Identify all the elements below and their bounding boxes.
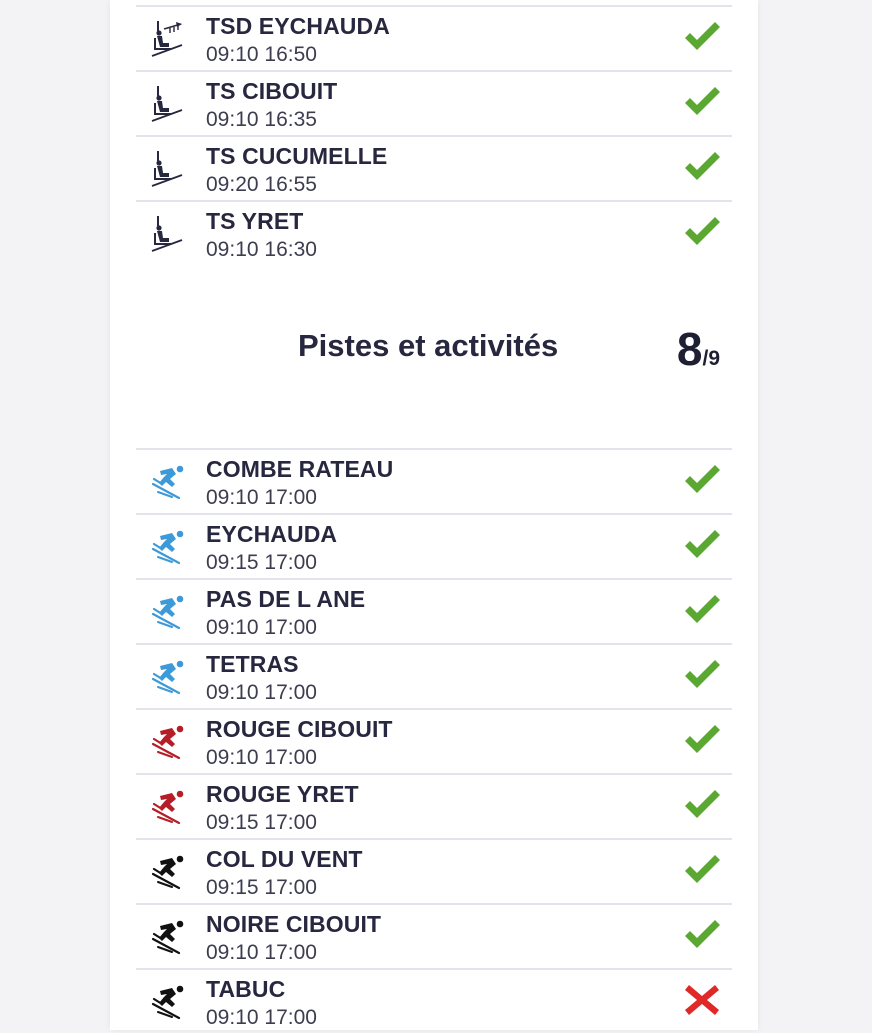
skier-icon (150, 527, 186, 565)
chairlift-icon (150, 149, 186, 187)
piste-hours: 09:15 17:00 (206, 551, 317, 574)
closed-cross-icon (682, 982, 722, 1018)
lift-name: TS CUCUMELLE (206, 143, 388, 169)
piste-row[interactable] (136, 448, 732, 513)
piste-name: TETRAS (206, 651, 299, 677)
lift-row[interactable] (136, 200, 732, 265)
lift-row[interactable] (136, 5, 732, 70)
piste-hours: 09:10 17:00 (206, 746, 317, 769)
lift-hours: 09:20 16:55 (206, 173, 317, 196)
lift-name: TS CIBOUIT (206, 78, 338, 104)
piste-hours: 09:10 17:00 (206, 681, 317, 704)
piste-name: EYCHAUDA (206, 521, 338, 547)
chairlift-detachable-icon (150, 19, 186, 57)
piste-name: COMBE RATEAU (206, 456, 394, 482)
open-check-icon (682, 19, 722, 55)
piste-row[interactable] (136, 968, 732, 1033)
skier-icon (150, 917, 186, 955)
status-card (110, 0, 758, 1030)
piste-name: NOIRE CIBOUIT (206, 911, 382, 937)
piste-hours: 09:15 17:00 (206, 876, 317, 899)
open-check-icon (682, 592, 722, 628)
skier-icon (150, 657, 186, 695)
piste-row[interactable] (136, 513, 732, 578)
skier-icon (150, 787, 186, 825)
piste-hours: 09:10 17:00 (206, 616, 317, 639)
piste-list (136, 448, 732, 1033)
open-check-icon (682, 787, 722, 823)
open-count (677, 322, 720, 376)
piste-name: PAS DE L ANE (206, 586, 366, 612)
piste-name: COL DU VENT (206, 846, 363, 872)
open-check-icon (682, 462, 722, 498)
piste-hours: 09:10 17:00 (206, 486, 317, 509)
open-check-icon (682, 84, 722, 120)
skier-icon (150, 852, 186, 890)
open-check-icon (682, 852, 722, 888)
skier-icon (150, 462, 186, 500)
piste-name: TABUC (206, 976, 286, 1002)
open-check-icon (682, 214, 722, 250)
open-check-icon (682, 149, 722, 185)
skier-icon (150, 722, 186, 760)
total-count-value: /9 (702, 347, 720, 370)
piste-name: ROUGE CIBOUIT (206, 716, 393, 742)
piste-hours: 09:10 17:00 (206, 941, 317, 964)
open-check-icon (682, 917, 722, 953)
piste-hours: 09:10 17:00 (206, 1006, 317, 1029)
lift-name: TS YRET (206, 208, 304, 234)
lift-hours: 09:10 16:35 (206, 108, 317, 131)
chairlift-icon (150, 84, 186, 122)
lift-hours: 09:10 16:30 (206, 238, 317, 261)
piste-row[interactable] (136, 708, 732, 773)
piste-hours: 09:15 17:00 (206, 811, 317, 834)
open-check-icon (682, 657, 722, 693)
piste-row[interactable] (136, 578, 732, 643)
open-count-value: 8 (676, 323, 703, 375)
piste-row[interactable] (136, 903, 732, 968)
chairlift-icon (150, 214, 186, 252)
piste-name: ROUGE YRET (206, 781, 359, 807)
lift-hours: 09:10 16:50 (206, 43, 317, 66)
lift-row[interactable] (136, 135, 732, 200)
lift-name: TSD EYCHAUDA (206, 13, 390, 39)
piste-row[interactable] (136, 838, 732, 903)
lift-row[interactable] (136, 70, 732, 135)
piste-row[interactable] (136, 643, 732, 708)
skier-icon (150, 592, 186, 630)
section-title: Pistes et activités (298, 328, 559, 363)
skier-icon (150, 982, 186, 1020)
piste-row[interactable] (136, 773, 732, 838)
open-check-icon (682, 722, 722, 758)
lift-list (136, 5, 732, 265)
open-check-icon (682, 527, 722, 563)
